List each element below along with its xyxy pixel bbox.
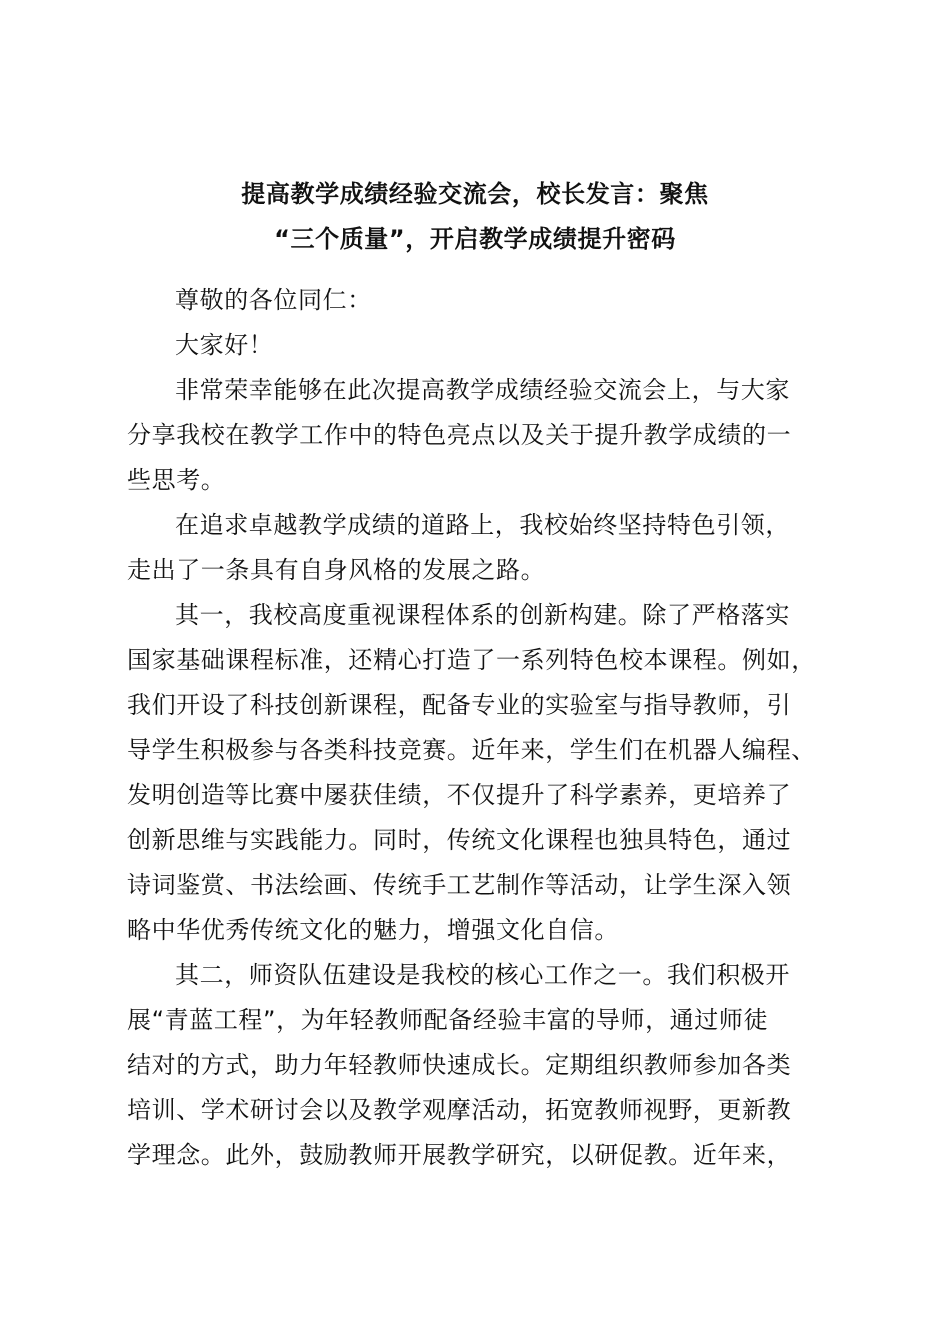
paragraph-line: 诗词鉴赏、书法绘画、传统手工艺制作等活动，让学生深入领 [127, 871, 792, 899]
paragraph-line: 学理念。此外，鼓励教师开展教学研究，以研促教。近年来， [127, 1141, 792, 1169]
paragraph-line: 其二，师资队伍建设是我校的核心工作之一。我们积极开 [175, 961, 790, 989]
paragraph-line: 发明创造等比赛中屡获佳绩，不仅提升了科学素养，更培养了 [127, 781, 792, 809]
paragraph-line: 略中华优秀传统文化的魅力，增强文化自信。 [127, 916, 619, 944]
document-title [100, 172, 850, 262]
paragraph-line: 国家基础课程标准，还精心打造了一系列特色校本课程。例如， [127, 646, 816, 674]
title-line: 提高教学成绩经验交流会，校长发言：聚焦 [241, 180, 709, 208]
paragraph-line: 些思考。 [127, 466, 226, 494]
document-body [127, 278, 832, 1178]
paragraph-line: 创新思维与实践能力。同时，传统文化课程也独具特色，通过 [127, 826, 792, 854]
paragraph-line: 导学生积极参与各类科技竞赛。近年来，学生们在机器人编程、 [127, 736, 816, 764]
paragraph-line: 走出了一条具有自身风格的发展之路。 [127, 556, 546, 584]
salutation: 尊敬的各位同仁： [175, 286, 372, 314]
paragraph-line: 我们开设了科技创新课程，配备专业的实验室与指导教师，引 [127, 691, 792, 719]
title-line: “三个质量”，开启教学成绩提升密码 [274, 225, 676, 253]
paragraph-line: 在追求卓越教学成绩的道路上，我校始终坚持特色引领， [175, 511, 790, 539]
paragraph-line: 培训、学术研讨会以及教学观摩活动，拓宽教师视野，更新教 [127, 1096, 792, 1124]
paragraph-line: 分享我校在教学工作中的特色亮点以及关于提升教学成绩的一 [127, 421, 792, 449]
paragraph-line: 非常荣幸能够在此次提高教学成绩经验交流会上，与大家 [175, 376, 790, 404]
greeting: 大家好！ [175, 331, 274, 359]
paragraph-line: 展“青蓝工程”，为年轻教师配备经验丰富的导师，通过师徒 [127, 1006, 769, 1034]
paragraph-line: 其一，我校高度重视课程体系的创新构建。除了严格落实 [175, 601, 790, 629]
paragraph-line: 结对的方式，助力年轻教师快速成长。定期组织教师参加各类 [127, 1051, 792, 1079]
